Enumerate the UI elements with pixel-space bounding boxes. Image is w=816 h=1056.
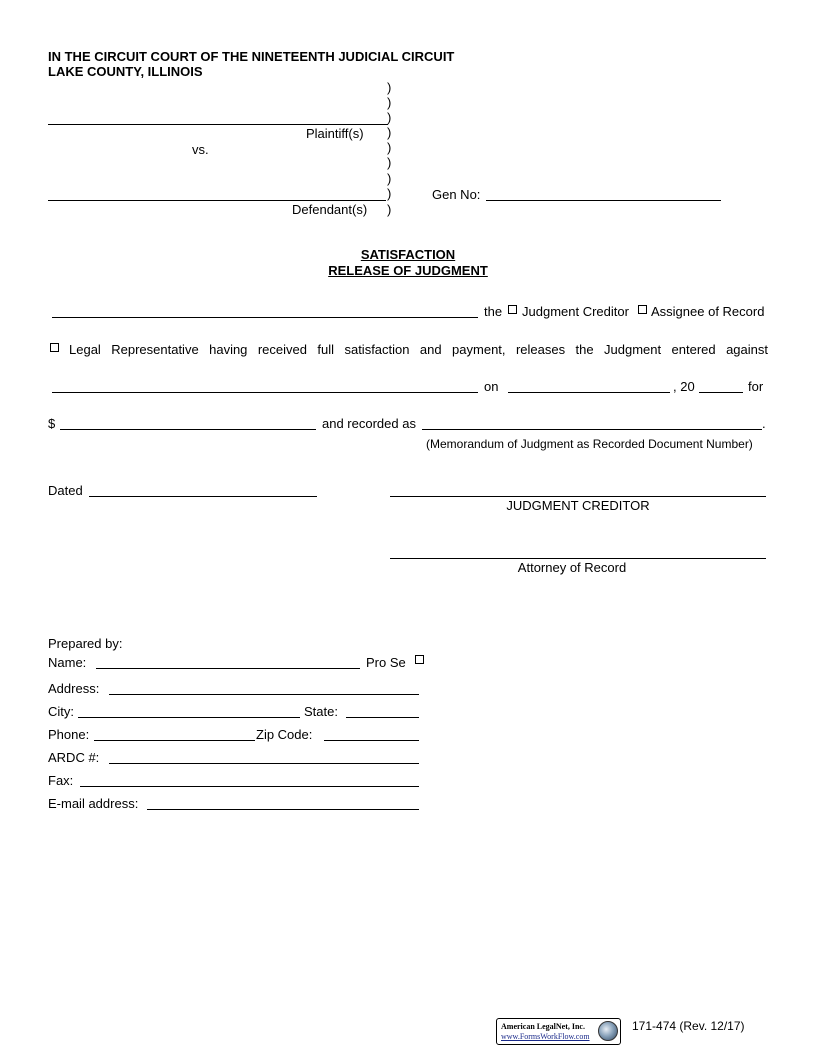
for-label: for bbox=[748, 379, 764, 394]
gen-no-label: Gen No: bbox=[432, 187, 481, 202]
city-label: City: bbox=[48, 704, 74, 719]
judgment-year-field[interactable] bbox=[699, 392, 743, 393]
document-number-field[interactable] bbox=[422, 429, 762, 430]
judgment-creditor-checkbox[interactable] bbox=[508, 305, 517, 314]
legal-rep-text: Legal Representative having received full satisfaction and payment, releases the Judgment entered against bbox=[69, 342, 768, 357]
zip-label: Zip Code: bbox=[256, 727, 313, 742]
title-satisfaction: SATISFACTION bbox=[360, 247, 456, 262]
period: . bbox=[762, 416, 766, 431]
address-label: Address: bbox=[48, 681, 100, 696]
name-field[interactable] bbox=[96, 668, 360, 669]
email-label: E-mail address: bbox=[48, 796, 139, 811]
address-field[interactable] bbox=[109, 694, 419, 695]
caption-paren: ) bbox=[387, 95, 392, 110]
releasing-party-field[interactable] bbox=[52, 317, 478, 318]
caption-paren: ) bbox=[387, 110, 392, 125]
memo-note: (Memorandum of Judgment as Recorded Document Number) bbox=[426, 437, 753, 451]
the-label: the bbox=[484, 304, 503, 319]
state-field[interactable] bbox=[346, 717, 419, 718]
assignee-label: Assignee of Record bbox=[651, 304, 765, 319]
globe-icon bbox=[598, 1021, 618, 1041]
logo-company-name: American LegalNet, Inc. bbox=[501, 1022, 585, 1031]
logo-website: www.FormsWorkFlow.com bbox=[501, 1032, 590, 1041]
fax-field[interactable] bbox=[80, 786, 419, 787]
caption-paren: ) bbox=[387, 140, 392, 155]
dated-field[interactable] bbox=[89, 496, 317, 497]
on-label: on bbox=[484, 379, 499, 394]
year-prefix: , 20 bbox=[673, 379, 695, 394]
judgment-creditor-caption: JUDGMENT CREDITOR bbox=[506, 498, 650, 513]
judgment-creditor-signature-field[interactable] bbox=[390, 496, 766, 497]
ardc-field[interactable] bbox=[109, 763, 419, 764]
prepared-by-heading: Prepared by: bbox=[48, 636, 123, 651]
phone-field[interactable] bbox=[94, 740, 255, 741]
caption-paren: ) bbox=[387, 80, 392, 95]
name-label: Name: bbox=[48, 655, 87, 670]
ardc-label: ARDC #: bbox=[48, 750, 100, 765]
court-name: IN THE CIRCUIT COURT OF THE NINETEENTH JUDICIAL CIRCUIT bbox=[48, 49, 455, 64]
attorney-caption: Attorney of Record bbox=[517, 560, 627, 575]
assignee-checkbox[interactable] bbox=[638, 305, 647, 314]
judgment-date-field[interactable] bbox=[508, 392, 670, 393]
defendant-label: Defendant(s) bbox=[292, 202, 368, 217]
form-number: 171-474 (Rev. 12/17) bbox=[632, 1019, 745, 1033]
attorney-signature-field[interactable] bbox=[390, 558, 766, 559]
caption-paren: ) bbox=[387, 202, 392, 217]
phone-label: Phone: bbox=[48, 727, 90, 742]
gen-no-field[interactable] bbox=[486, 200, 721, 201]
caption-paren: ) bbox=[387, 125, 392, 140]
title-release: RELEASE OF JUDGMENT bbox=[328, 263, 488, 278]
pro-se-label: Pro Se bbox=[366, 655, 406, 670]
zip-field[interactable] bbox=[324, 740, 419, 741]
amount-field[interactable] bbox=[60, 429, 316, 430]
state-label: State: bbox=[304, 704, 338, 719]
judgment-creditor-label: Judgment Creditor bbox=[522, 304, 629, 319]
dated-label: Dated bbox=[48, 483, 83, 498]
dollar-sign: $ bbox=[48, 416, 56, 431]
email-field[interactable] bbox=[147, 809, 419, 810]
pro-se-checkbox[interactable] bbox=[415, 655, 424, 664]
recorded-as-label: and recorded as bbox=[322, 416, 416, 431]
american-legalnet-logo bbox=[496, 1018, 621, 1045]
fax-label: Fax: bbox=[48, 773, 74, 788]
court-county: LAKE COUNTY, ILLINOIS bbox=[48, 64, 203, 79]
city-field[interactable] bbox=[78, 717, 300, 718]
caption-paren: ) bbox=[387, 171, 392, 186]
plaintiff-label: Plaintiff(s) bbox=[306, 126, 364, 141]
judgment-debtor-field[interactable] bbox=[52, 392, 478, 393]
caption-paren: ) bbox=[387, 186, 392, 201]
legal-rep-checkbox[interactable] bbox=[50, 343, 59, 352]
plaintiff-name-field[interactable] bbox=[48, 124, 388, 125]
vs-label: vs. bbox=[192, 142, 209, 157]
caption-paren: ) bbox=[387, 155, 392, 170]
defendant-name-field[interactable] bbox=[48, 200, 386, 201]
